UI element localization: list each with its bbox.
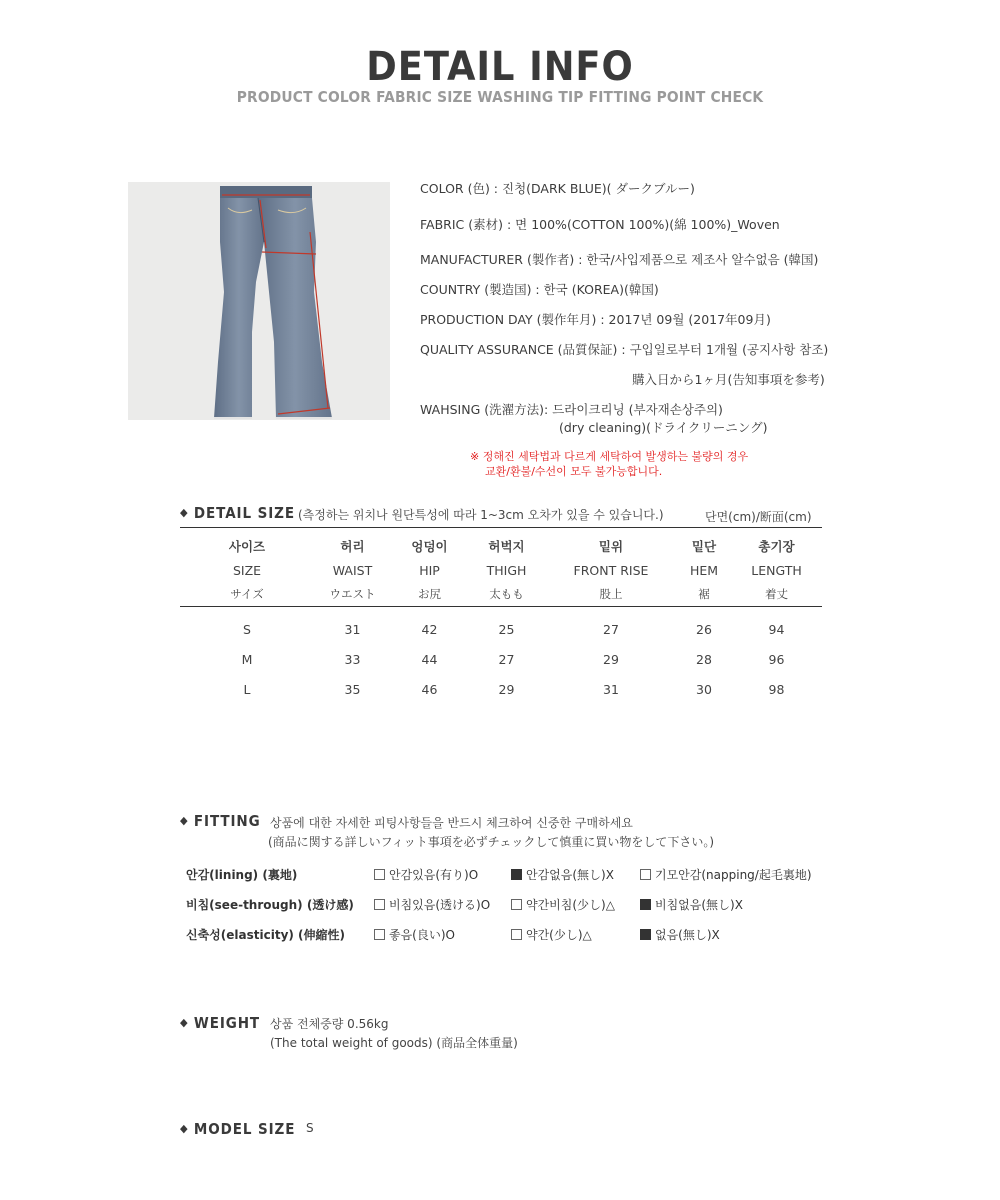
diamond-icon: ◆ bbox=[180, 1016, 189, 1029]
header-cell: 着丈 bbox=[765, 587, 788, 601]
header-cell: 허벅지 bbox=[488, 539, 525, 554]
header-cell: 엉덩이 bbox=[411, 539, 448, 554]
info-production-day: PRODUCTION DAY (製作年月) : 2017년 09월 (2017年09月) bbox=[420, 312, 771, 327]
rise-cell: 29 bbox=[603, 651, 619, 667]
detail-size-heading: ◆ DETAIL SIZE bbox=[180, 504, 295, 522]
fitting-option[interactable]: 없음(無し)X bbox=[640, 926, 720, 943]
thigh-cell: 27 bbox=[498, 651, 515, 667]
warning-line-1: ※ 정해진 세탁법과 다르게 세탁하여 발생하는 불량의 경우 bbox=[470, 450, 749, 463]
fitting-option[interactable]: 기모안감(napping/起毛裏地) bbox=[640, 866, 812, 883]
header-cell: FRONT RISE bbox=[573, 562, 649, 578]
fitting-option[interactable]: 약간(少し)△ bbox=[511, 926, 592, 943]
info-fabric: FABRIC (素材) : 면 100%(COTTON 100%)(綿 100%)_Woven bbox=[420, 217, 780, 232]
size-table-body bbox=[180, 614, 822, 704]
fitting-option[interactable]: 비침있음(透ける)O bbox=[374, 896, 490, 913]
checkbox-checked-icon[interactable] bbox=[640, 929, 651, 940]
header-cell: 사이즈 bbox=[228, 539, 266, 554]
header-cell: 股上 bbox=[599, 587, 623, 601]
header-cell: お尻 bbox=[418, 587, 441, 601]
weight-line-2: (The total weight of goods) (商品全体重量) bbox=[270, 1036, 518, 1050]
fitting-row-elasticity bbox=[186, 926, 345, 943]
hem-cell: 26 bbox=[696, 621, 712, 637]
thigh-cell: 25 bbox=[498, 621, 515, 637]
fitting-row-lining bbox=[186, 866, 297, 883]
fitting-note-2: (商品に関する詳しいフィット事項を必ずチェックして慎重に買い物をして下さい。) bbox=[268, 835, 715, 849]
hem-cell: 28 bbox=[696, 651, 712, 667]
waist-cell: 33 bbox=[344, 651, 361, 667]
rise-cell: 31 bbox=[603, 681, 619, 697]
fitting-label: 안감(lining) (裏地) bbox=[186, 868, 298, 882]
diamond-icon: ◆ bbox=[180, 814, 189, 827]
header-cell: LENGTH bbox=[751, 562, 802, 578]
fitting-option[interactable]: 약간비침(少し)△ bbox=[511, 896, 615, 913]
weight-line-1: 상품 전체중량 0.56kg bbox=[270, 1017, 389, 1031]
checkbox-icon[interactable] bbox=[640, 869, 651, 880]
checkbox-checked-icon[interactable] bbox=[511, 869, 522, 880]
info-color: COLOR (色) : 진청(DARK BLUE)( ダークブルー) bbox=[420, 181, 695, 196]
model-size-value: S bbox=[306, 1121, 314, 1135]
header-cell: 밑단 bbox=[691, 539, 717, 554]
fitting-option[interactable]: 좋음(良い)O bbox=[374, 926, 455, 943]
table-row bbox=[180, 644, 822, 674]
header-cell: THIGH bbox=[486, 562, 527, 578]
length-cell: 98 bbox=[768, 681, 785, 697]
size-header-jp bbox=[180, 582, 822, 606]
size-table-mid-rule bbox=[180, 606, 822, 607]
jeans-image bbox=[128, 182, 390, 420]
info-quality-jp: 購入日から1ヶ月(告知事項を参考) bbox=[632, 372, 825, 387]
header-cell: 裾 bbox=[698, 587, 710, 601]
fitting-label: 비침(see-through) (透け感) bbox=[186, 898, 354, 912]
header-cell: ウエスト bbox=[329, 587, 376, 601]
checkbox-icon[interactable] bbox=[374, 869, 385, 880]
warning-line-2: 교환/환불/수선이 모두 불가능합니다. bbox=[485, 465, 663, 478]
header-cell: HEM bbox=[689, 562, 719, 578]
size-table-top-rule bbox=[180, 527, 822, 528]
detail-size-note: (측정하는 위치나 원단특성에 따라 1~3cm 오차가 있을 수 있습니다.) bbox=[298, 508, 664, 522]
header-cell: 밑위 bbox=[598, 539, 624, 554]
size-table bbox=[180, 534, 822, 606]
table-row bbox=[180, 674, 822, 704]
size-cell: M bbox=[241, 651, 253, 667]
fitting-option[interactable]: 비침없음(無し)X bbox=[640, 896, 743, 913]
page-title: DETAIL INFO bbox=[366, 44, 634, 90]
info-manufacturer: MANUFACTURER (製作者) : 한국/사입제품으로 제조사 알수없음 (韓国) bbox=[420, 252, 819, 267]
header-cell: HIP bbox=[419, 562, 440, 578]
diamond-icon: ◆ bbox=[180, 1122, 189, 1135]
rise-cell: 27 bbox=[603, 621, 619, 637]
waist-cell: 35 bbox=[344, 681, 361, 697]
hip-cell: 44 bbox=[421, 651, 438, 667]
model-size-heading: ◆ MODEL SIZE bbox=[180, 1120, 296, 1138]
weight-heading: ◆ WEIGHT bbox=[180, 1014, 261, 1032]
thigh-cell: 29 bbox=[498, 681, 515, 697]
size-header-ko bbox=[180, 534, 822, 558]
header-cell: 총기장 bbox=[758, 539, 795, 554]
fitting-row-see-through bbox=[186, 896, 354, 913]
length-cell: 96 bbox=[768, 651, 785, 667]
header-cell: SIZE bbox=[232, 562, 262, 578]
hip-cell: 42 bbox=[421, 621, 438, 637]
fitting-label: 신축성(elasticity) (伸縮性) bbox=[186, 928, 346, 942]
info-washing: WAHSING (洗濯方法): 드라이크리닝 (부자재손상주의) bbox=[420, 402, 723, 417]
detail-size-unit: 단면(cm)/断面(cm) bbox=[705, 510, 812, 524]
hip-cell: 46 bbox=[421, 681, 438, 697]
header-cell: 太もも bbox=[489, 587, 524, 601]
fitting-note-1: 상품에 대한 자세한 피팅사항들을 반드시 체크하여 신중한 구매하세요 bbox=[270, 816, 633, 830]
fitting-heading: ◆ FITTING bbox=[180, 812, 261, 830]
diamond-icon: ◆ bbox=[180, 506, 189, 519]
size-header-en bbox=[180, 558, 822, 582]
size-cell: L bbox=[243, 681, 251, 697]
header-cell: 허리 bbox=[340, 539, 365, 554]
info-country: COUNTRY (製造国) : 한국 (KOREA)(韓国) bbox=[420, 282, 659, 297]
waist-cell: 31 bbox=[344, 621, 361, 637]
info-quality: QUALITY ASSURANCE (品質保証) : 구입일로부터 1개월 (공지사항 참조) bbox=[420, 342, 829, 357]
checkbox-checked-icon[interactable] bbox=[640, 899, 651, 910]
checkbox-icon[interactable] bbox=[374, 929, 385, 940]
product-photo bbox=[128, 182, 390, 420]
fitting-option[interactable]: 안감없음(無し)X bbox=[511, 866, 614, 883]
fitting-option[interactable]: 안감있음(有り)O bbox=[374, 866, 478, 883]
header-cell: サイズ bbox=[230, 587, 264, 601]
header-cell: WAIST bbox=[332, 562, 373, 578]
checkbox-icon[interactable] bbox=[511, 929, 522, 940]
checkbox-icon[interactable] bbox=[511, 899, 522, 910]
page-subtitle: PRODUCT COLOR FABRIC SIZE WASHING TIP FITTING POINT CHECK bbox=[236, 88, 764, 106]
size-cell: S bbox=[243, 621, 251, 637]
table-row bbox=[180, 614, 822, 644]
info-washing-2: (dry cleaning)(ドライクリーニング) bbox=[559, 420, 768, 435]
hem-cell: 30 bbox=[696, 681, 712, 697]
length-cell: 94 bbox=[768, 621, 785, 637]
checkbox-icon[interactable] bbox=[374, 899, 385, 910]
